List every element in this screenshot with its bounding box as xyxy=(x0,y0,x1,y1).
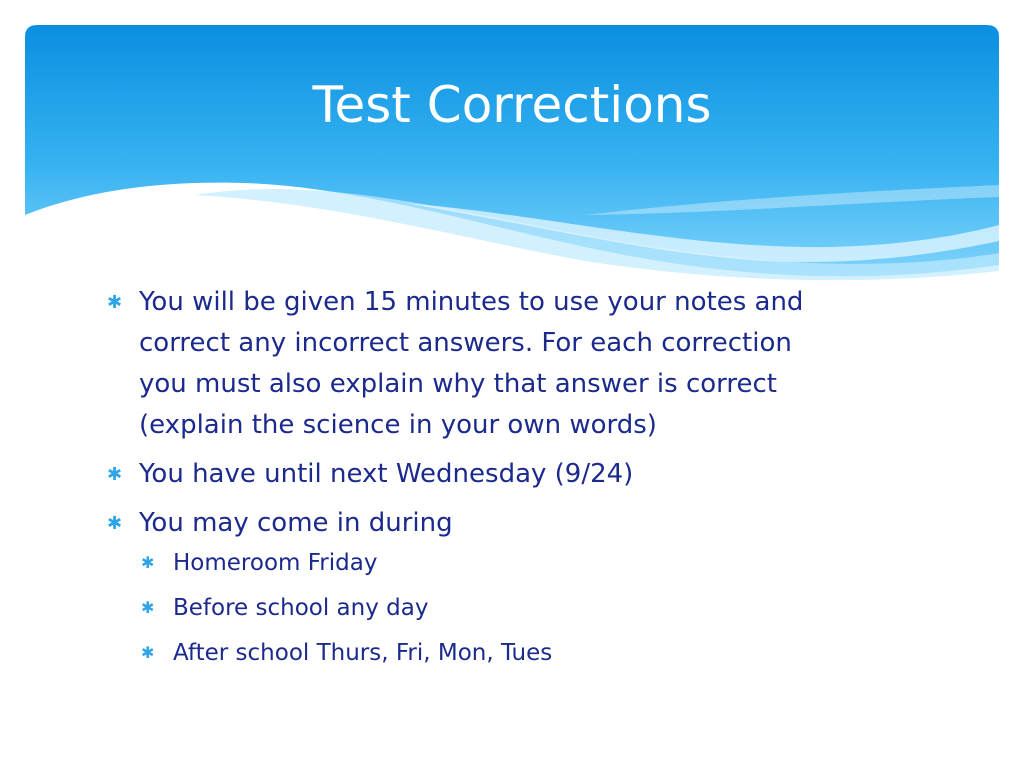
sub-bullet-text: After school Thurs, Fri, Mon, Tues xyxy=(173,640,553,666)
bullet-text: You may come in during xyxy=(139,508,453,538)
bullet-list xyxy=(105,282,905,668)
bullet-item xyxy=(105,503,905,668)
bullet-text: You have until next Wednesday (9/24) xyxy=(139,459,634,489)
asterisk-bullet-icon: ✱ xyxy=(107,513,123,534)
slide-body xyxy=(105,282,905,683)
asterisk-bullet-icon: ✱ xyxy=(141,553,155,572)
bullet-item xyxy=(105,282,905,446)
asterisk-bullet-icon: ✱ xyxy=(107,292,123,313)
slide-title: Test Corrections xyxy=(312,76,712,134)
asterisk-bullet-icon: ✱ xyxy=(107,464,123,485)
sub-bullet-text: Before school any day xyxy=(173,595,429,621)
bullet-line: You will be given 15 minutes to use your notes and xyxy=(139,287,804,317)
wave-banner-graphic xyxy=(25,25,999,285)
asterisk-bullet-icon: ✱ xyxy=(141,643,155,662)
bullet-line: you must also explain why that answer is correct xyxy=(139,369,777,399)
sub-bullet-item xyxy=(139,593,905,623)
sub-bullet-item xyxy=(139,548,905,578)
sub-bullet-item xyxy=(139,638,905,668)
title-banner xyxy=(25,25,999,285)
bullet-item xyxy=(105,454,905,495)
bullet-line: (explain the science in your own words) xyxy=(139,410,657,440)
bullet-line: correct any incorrect answers. For each correction xyxy=(139,328,792,358)
asterisk-bullet-icon: ✱ xyxy=(141,598,155,617)
sub-bullet-list xyxy=(139,548,905,668)
sub-bullet-text: Homeroom Friday xyxy=(173,550,378,576)
